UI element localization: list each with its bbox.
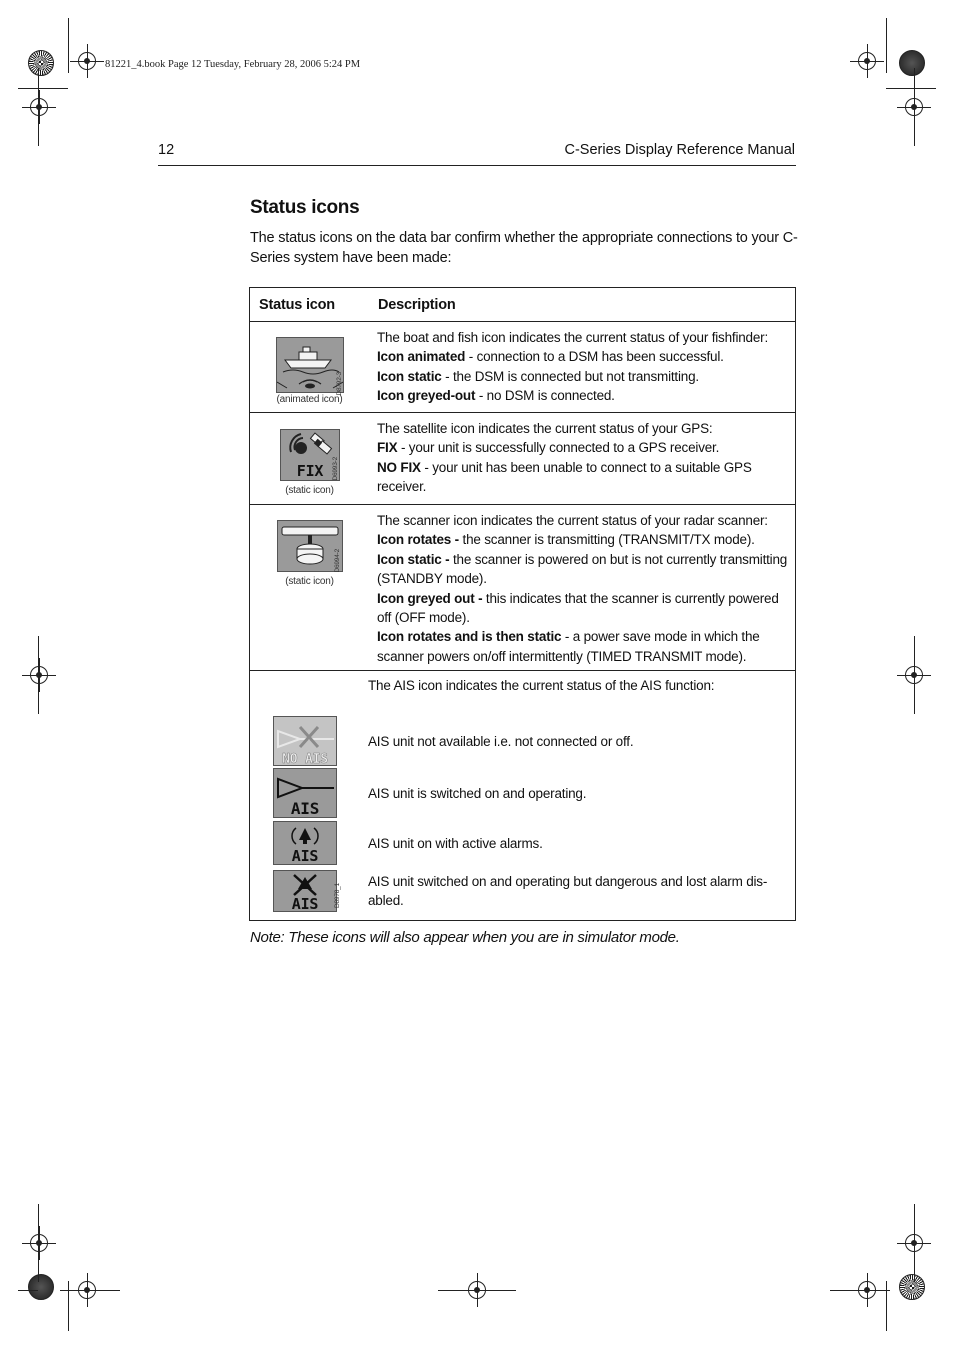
crop-line bbox=[830, 1290, 890, 1291]
column-header-status-icon: Status icon bbox=[250, 288, 370, 322]
description-line: Icon static - the DSM is connected but not transmitting. bbox=[377, 368, 699, 384]
crop-line bbox=[18, 88, 68, 89]
crop-line bbox=[886, 88, 936, 89]
description-line: The scanner icon indicates the current status of your radar scanner: bbox=[377, 513, 768, 528]
intro-paragraph: The status icons on the data bar confirm whether the appropriate connections to your C-Series system have been made: bbox=[250, 230, 798, 266]
figure-code: D6993-2 bbox=[332, 457, 339, 481]
svg-text:AIS: AIS bbox=[290, 799, 320, 819]
print-slug: 81221_4.book Page 12 Tuesday, February 28, 2006 5:24 PM bbox=[105, 59, 361, 70]
description-line: FIX - your unit is successfully connected to a GPS receiver. bbox=[377, 440, 720, 456]
crop-line bbox=[38, 1204, 39, 1282]
table-row-gps bbox=[250, 413, 796, 505]
figure-code: D8978_1 bbox=[334, 883, 341, 909]
description-line: Icon rotates and is then static - a power save mode in which the scanner powers on/off intermittently (TIMED TRANSMIT mode). bbox=[377, 629, 760, 664]
column-header-description: Description bbox=[369, 288, 796, 322]
status-icon-cell bbox=[250, 413, 370, 505]
crop-line bbox=[886, 1281, 887, 1331]
crop-line bbox=[38, 636, 39, 714]
crop-line bbox=[914, 636, 915, 714]
table-row-radar bbox=[250, 505, 796, 671]
ais-description: AIS unit is switched on and operating. bbox=[368, 785, 587, 801]
status-icon-cell bbox=[250, 505, 370, 671]
running-title: C-Series Display Reference Manual bbox=[564, 142, 795, 158]
table-header-row bbox=[250, 288, 796, 322]
list-item bbox=[250, 868, 789, 914]
svg-text:AIS: AIS bbox=[291, 895, 319, 913]
table-row-ais bbox=[250, 671, 796, 921]
figure-code: D8792-3 bbox=[336, 372, 343, 396]
boat-and-fish-icon bbox=[276, 337, 344, 393]
ais-cell bbox=[250, 671, 796, 921]
crop-line bbox=[68, 1281, 69, 1331]
ais-intro: The AIS icon indicates the current status of the AIS function: bbox=[368, 678, 715, 694]
icon-caption: (static icon) bbox=[285, 485, 334, 496]
description-cell bbox=[369, 413, 796, 505]
registration-mark-icon bbox=[30, 98, 48, 116]
ais-alarm-disabled-icon bbox=[273, 870, 337, 912]
satellite-fix-icon bbox=[280, 429, 340, 481]
description-line: Icon animated - connection to a DSM has been successful. bbox=[377, 349, 724, 365]
color-bar-sunburst-icon bbox=[28, 50, 54, 76]
crop-line bbox=[438, 1290, 516, 1291]
description-line: Icon greyed-out - no DSM is connected. bbox=[377, 388, 615, 404]
ais-description: AIS unit switched on and operating but dangerous and lost alarm dis-abled. bbox=[368, 874, 768, 909]
list-item bbox=[250, 820, 789, 866]
icon-caption: (static icon) bbox=[285, 576, 334, 587]
description-line: The boat and fish icon indicates the current status of your fishfinder: bbox=[377, 330, 769, 345]
color-bar-disc-icon bbox=[899, 50, 925, 76]
description-cell bbox=[369, 505, 796, 671]
list-item bbox=[250, 716, 789, 766]
color-bar-disc-icon bbox=[28, 1274, 54, 1300]
crop-line bbox=[886, 18, 887, 73]
registration-mark-icon bbox=[30, 1234, 48, 1252]
crop-line bbox=[68, 18, 69, 73]
icon-caption: (animated icon) bbox=[276, 394, 343, 405]
svg-text:AIS: AIS bbox=[291, 847, 319, 866]
description-line: The satellite icon indicates the current status of your GPS: bbox=[377, 421, 713, 436]
description-line: Icon rotates - the scanner is transmitting (TRANSMIT/TX mode). bbox=[377, 532, 755, 548]
registration-mark-icon bbox=[78, 52, 96, 70]
section-title: Status icons bbox=[250, 197, 360, 218]
header-rule bbox=[158, 165, 796, 166]
description-line: Icon static - the scanner is powered on but is not currently transmitting (STANDBY mode). bbox=[377, 551, 788, 587]
ais-operating-icon bbox=[273, 768, 337, 818]
list-item bbox=[250, 768, 789, 818]
status-icon-cell bbox=[250, 322, 370, 413]
crop-line bbox=[60, 1290, 120, 1291]
ais-alarm-icon bbox=[273, 821, 337, 865]
crop-line bbox=[18, 1290, 38, 1291]
status-icons-table bbox=[249, 287, 796, 921]
page-number: 12 bbox=[158, 142, 175, 158]
svg-text:FIX: FIX bbox=[296, 462, 323, 480]
radar-scanner-icon bbox=[277, 520, 343, 572]
table-row-fishfinder bbox=[250, 322, 796, 413]
description-cell bbox=[369, 322, 796, 413]
registration-mark-icon bbox=[30, 666, 48, 684]
note: Note: These icons will also appear when you are in simulator mode. bbox=[250, 929, 680, 946]
no-ais-icon bbox=[273, 716, 337, 766]
ais-description: AIS unit not available i.e. not connected or off. bbox=[368, 733, 634, 749]
color-bar-sunburst-icon bbox=[899, 1274, 925, 1300]
crop-line bbox=[914, 1204, 915, 1282]
figure-code: D6994-2 bbox=[334, 549, 341, 573]
ais-description: AIS unit on with active alarms. bbox=[368, 835, 543, 851]
registration-mark-icon bbox=[858, 52, 876, 70]
crop-line bbox=[914, 68, 915, 146]
description-line: Icon greyed out - this indicates that the scanner is currently powered off (OFF mode). bbox=[377, 590, 779, 626]
description-line: NO FIX - your unit has been unable to connect to a suitable GPS receiver. bbox=[377, 459, 752, 495]
svg-text:NO AIS: NO AIS bbox=[282, 752, 328, 767]
crop-line bbox=[38, 68, 39, 146]
